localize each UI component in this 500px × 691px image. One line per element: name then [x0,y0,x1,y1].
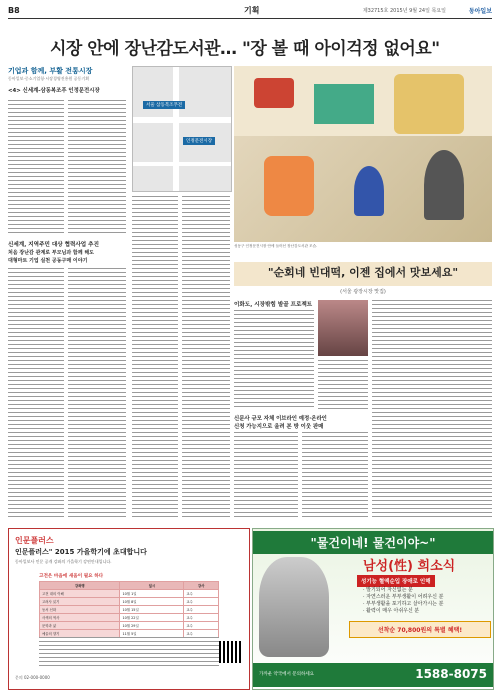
humanities-brand: 인문플러스 [15,536,54,545]
table-row [40,606,219,614]
list-item: · 자연스러운 부부생활이 어려우신 분 [363,594,444,600]
series-title: 기업과 함께, 부활 전통시장 [8,67,93,75]
book-subhead-2: 신청 가능지으로 올려 본 방 이웃 판매 [234,424,324,430]
lecture-details [39,637,219,667]
humanities-contact: 문의 02-000-0000 [15,675,50,680]
table-cell: 교수 [184,606,219,614]
article-subhead-3: 대형마트 기업 실천 공동구매 이야기 [8,258,88,264]
special-offer: 선착순 70,800원의 특별 혜택! [349,621,491,638]
book-column-1 [234,310,314,410]
humanities-title: 인문플러스" 2015 가을학기에 초대합니다 [15,548,147,556]
section-name: 기획 [244,6,260,15]
article-column-6 [182,196,230,520]
book-subhead: 신문사 규모 자체 이브라인 예정·온라인 [234,416,327,422]
advert-footer-text: 가까운 약국에서 문의하세요 [259,672,315,677]
table-cell: 10월 8일 [120,598,184,606]
book-column-2 [318,360,368,410]
series-number: <4> 신세계-삼동복조푸 인정문전시장 [8,88,100,94]
article-column-1 [8,100,64,236]
article-kicker [8,66,128,94]
advert-footer-bar [253,663,493,687]
series-partner: 동아일보·중소기업청·시장경영진흥원 공동기획 [8,76,90,81]
product-badge: 성기능 혈액순입 장애로 인해 [357,575,435,587]
table-header: 강사 [184,582,219,590]
table-cell: 고전 대의 이해 [40,590,120,598]
table-cell: 10월 29일 [120,622,184,630]
product-name: 남성(性) 희소식 [363,559,456,574]
map-label-store: 서울 삼동복조푸전 [143,101,185,109]
table-header: 일시 [120,582,184,590]
photo-caption: 성동구 인정문전시장 안에 들어선 장난감도서관 모습. [234,244,318,248]
table-cell: 교수 [184,622,219,630]
table-cell: 사색의 역사 [40,614,120,622]
book-banner [234,262,492,286]
table-row [40,598,219,606]
article-subhead: 신세계, 지역주민 대상 협력사업 추진 [8,242,99,248]
table-cell: 교수 [184,614,219,622]
table-cell: 교수 [184,590,219,598]
humanities-advert [8,528,250,690]
table-row [40,590,219,598]
market-map [132,66,232,192]
article-column-2 [68,100,126,236]
lecture-table [39,581,219,638]
qr-code-icon [219,641,241,663]
benefit-list [363,587,443,615]
table-cell: 10월 1일 [120,590,184,598]
issue-date: 제32715호 2015년 9월 24일 목요일 [362,8,446,14]
page-number: B8 [8,6,20,15]
book-column-3 [372,300,492,520]
article-column-5 [132,196,178,520]
order-phone: 1588-8075 [415,667,487,681]
lecture-table-title: 고전은 마음에 새움이 필요 하다 [39,574,104,579]
article-subhead-2: 처음 장난감 관계로 부모님과 함께 해도 [8,250,94,256]
book-headline: "순회네 빈대떡, 이젠 집에서 맛보세요" [267,266,459,279]
book-subtitle: (서울 광장시장 맛집) [340,289,386,295]
article-column-3 [8,268,64,520]
table-cell: 동서 신화 [40,606,120,614]
table-cell: 고려사 읽기 [40,598,120,606]
advert-headline: "물건이네! 물건이야~" [253,531,493,554]
book-col-head: 이화도, 시장밖힘 밭골 프로젝트 [234,302,313,308]
humanities-intro: 동아일보사 인문 공개 강좌의 가을학기 강연안내입니다. [15,559,112,564]
page-headline: 시장 안에 장난감도서관… "장 볼 때 아이걱정 없어요" [50,39,440,59]
article-column-4 [68,268,126,520]
list-item: · 발기되어 자신없는 분 [363,587,413,593]
table-cell: 문학과 삶 [40,622,120,630]
map-label-market: 인정문전시장 [183,137,215,145]
table-header: 강좌명 [40,582,120,590]
book-column-5 [302,432,368,520]
book-column-4 [234,432,298,520]
table-cell: 교수 [184,630,219,638]
table-cell: 11월 5일 [120,630,184,638]
table-row [40,622,219,630]
table-row [40,614,219,622]
health-advert [252,528,494,690]
table-cell: 예술의 향기 [40,630,120,638]
toy-library-photo [234,66,492,242]
table-cell: 10월 15일 [120,606,184,614]
list-item: · 활력이 매우 아쉬우신 분 [363,608,420,614]
table-cell: 10월 22일 [120,614,184,622]
table-cell: 교수 [184,598,219,606]
list-item: · 부부생활을 포기하고 살아가시는 분 [363,601,444,607]
newspaper-logo: 동아일보 [468,8,492,15]
page-header [8,4,492,19]
spokesman-photo [259,557,329,657]
vendor-portrait [318,300,368,356]
